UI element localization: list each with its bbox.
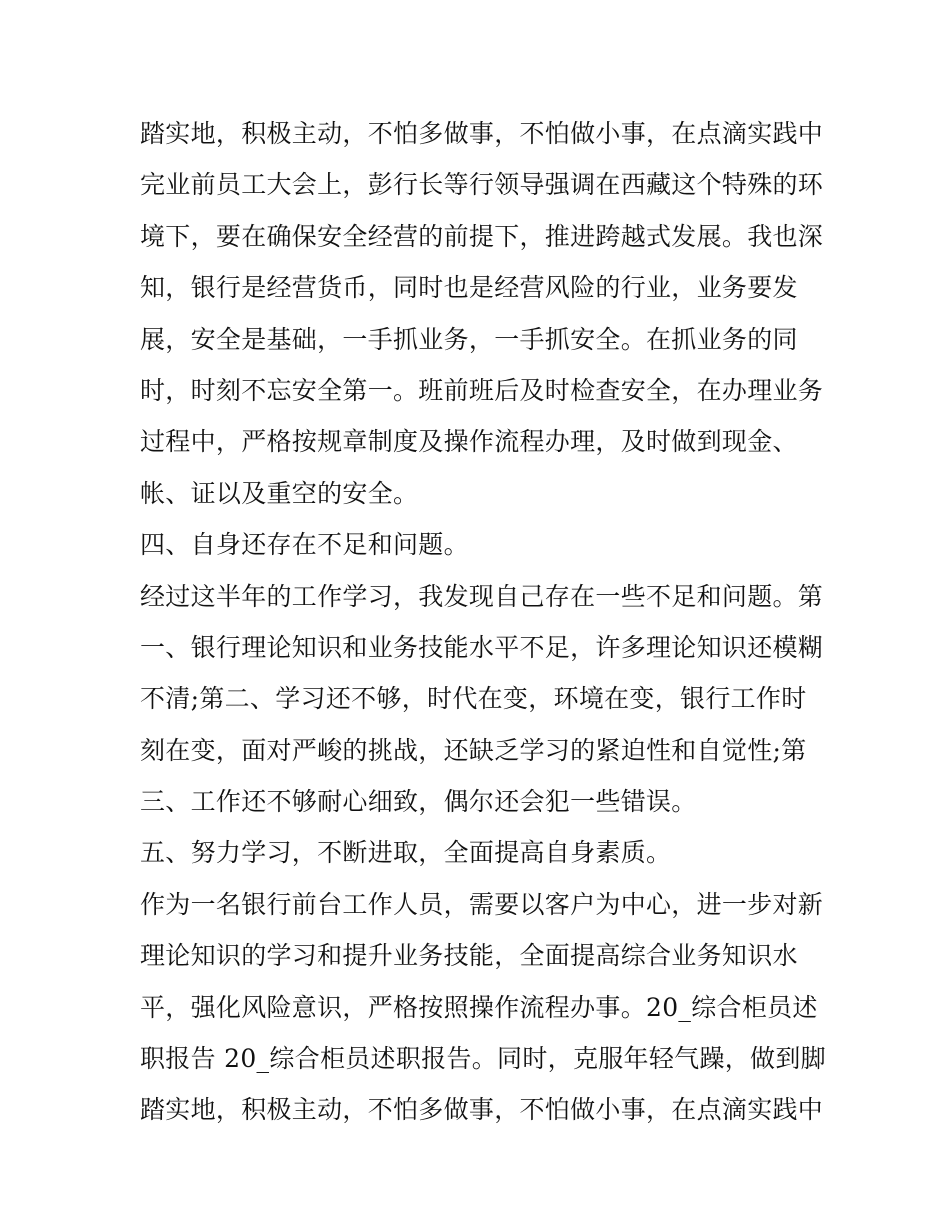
text-line: 帐、证以及重空的安全。 xyxy=(140,478,419,508)
text-line: 知，银行是经营货币，同时也是经营风险的行业，业务要发 xyxy=(140,273,798,303)
text-line: 踏实地，积极主动，不怕多做事，不怕做小事，在点滴实践中 xyxy=(140,119,824,148)
text-line: 刻在变，面对严峻的挑战，还缺乏学习的紧迫性和自觉性;第 xyxy=(140,735,807,765)
text-line: 完业前员工大会上，彭行长等行领导强调在西藏这个特殊的环 xyxy=(140,170,824,200)
text-line: 一、银行理论知识和业务技能水平不足，许多理论知识还模糊 xyxy=(140,632,824,662)
section-heading: 五、努力学习，不断进取，全面提高自身素质。 xyxy=(140,838,672,868)
text-line: 职报告 20_综合柜员述职报告。同时，克服年轻气躁，做到脚 xyxy=(140,1044,826,1074)
body-text xyxy=(140,108,830,1136)
text-line: 不清;第二、学习还不够，时代在变，环境在变，银行工作时 xyxy=(140,684,807,714)
text-line: 经过这半年的工作学习，我发现自己存在一些不足和问题。第 xyxy=(140,581,824,611)
text-line: 境下，要在确保安全经营的前提下，推进跨越式发展。我也深 xyxy=(140,221,824,251)
section-heading: 四、自身还存在不足和问题。 xyxy=(140,530,469,560)
text-line: 理论知识的学习和提升业务技能，全面提高综合业务知识水 xyxy=(140,941,798,971)
text-line: 平，强化风险意识，严格按照操作流程办事。20_综合柜员述 xyxy=(140,992,818,1022)
text-line: 时，时刻不忘安全第一。班前班后及时检查安全，在办理业务 xyxy=(140,375,824,405)
text-line: 踏实地，积极主动，不怕多做事，不怕做小事，在点滴实践中 xyxy=(140,1095,824,1125)
text-line: 作为一名银行前台工作人员，需要以客户为中心，进一步对新 xyxy=(140,889,824,919)
text-line: 展，安全是基础，一手抓业务，一手抓安全。在抓业务的同 xyxy=(140,324,798,354)
text-line: 过程中，严格按规章制度及操作流程办理，及时做到现金、 xyxy=(140,427,798,457)
text-line: 三、工作还不够耐心细致，偶尔还会犯一些错误。 xyxy=(140,787,697,817)
